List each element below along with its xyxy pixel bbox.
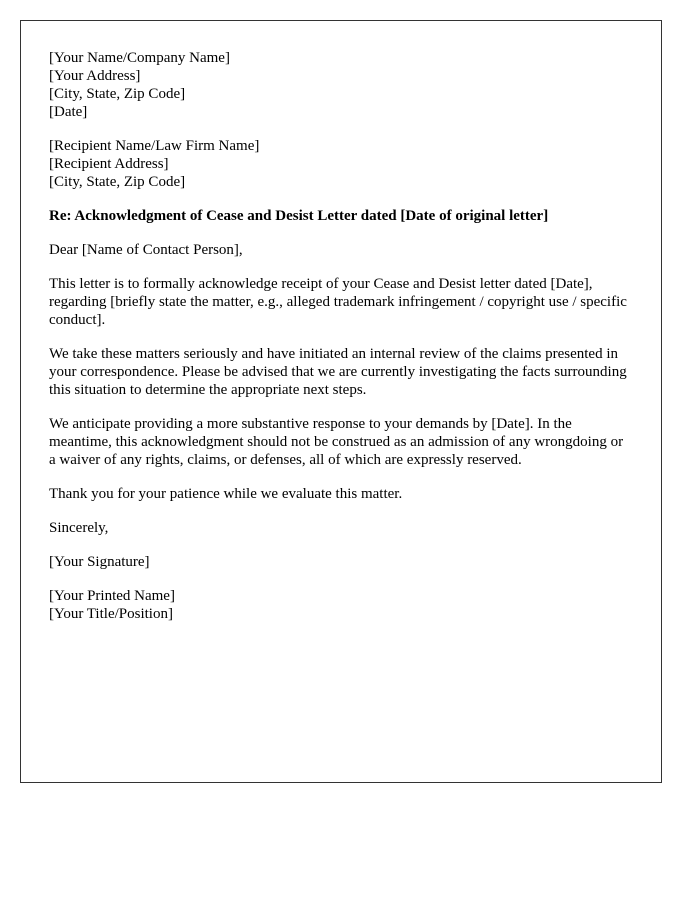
signer-title: [Your Title/Position]: [49, 606, 173, 622]
sender-name: [Your Name/Company Name]: [49, 50, 230, 66]
recipient-address: [Recipient Address]: [49, 156, 169, 172]
letter-date: [Date]: [49, 104, 88, 120]
body-paragraph: We anticipate providing a more substantive response to your demands by [Date]. In the meantime, this acknowledgment should not be construed as an admission of any wrongdoing or a waiver of any rights, claims, or defenses, all of which are expressly reserved.: [49, 416, 624, 468]
subject-line: Re: Acknowledgment of Cease and Desist Letter dated [Date of original letter]: [49, 208, 549, 224]
recipient-city: [City, State, Zip Code]: [49, 174, 186, 190]
body-paragraph: This letter is to formally acknowledge receipt of your Cease and Desist letter dated [Date], regarding [briefly state the matter, e.g., alleged trademark infringement / copyright use / specific conduct].: [49, 276, 627, 328]
body-paragraph: We take these matters seriously and have initiated an internal review of the claims presented in your correspondence. Please be advised that we are currently investigating the facts surrounding this situation to determine the appropriate next steps.: [49, 346, 627, 398]
sender-address: [Your Address]: [49, 68, 141, 84]
signer-block: [49, 587, 632, 623]
body-paragraph: Thank you for your patience while we evaluate this matter.: [49, 486, 403, 502]
sender-city: [City, State, Zip Code]: [49, 86, 186, 102]
signature: [Your Signature]: [49, 554, 150, 570]
salutation: Dear [Name of Contact Person],: [49, 242, 243, 258]
recipient-name: [Recipient Name/Law Firm Name]: [49, 138, 260, 154]
closing: Sincerely,: [49, 520, 109, 536]
printed-name: [Your Printed Name]: [49, 588, 175, 604]
recipient-block: [49, 137, 632, 191]
letter-page: [20, 20, 662, 783]
sender-block: [49, 49, 632, 121]
